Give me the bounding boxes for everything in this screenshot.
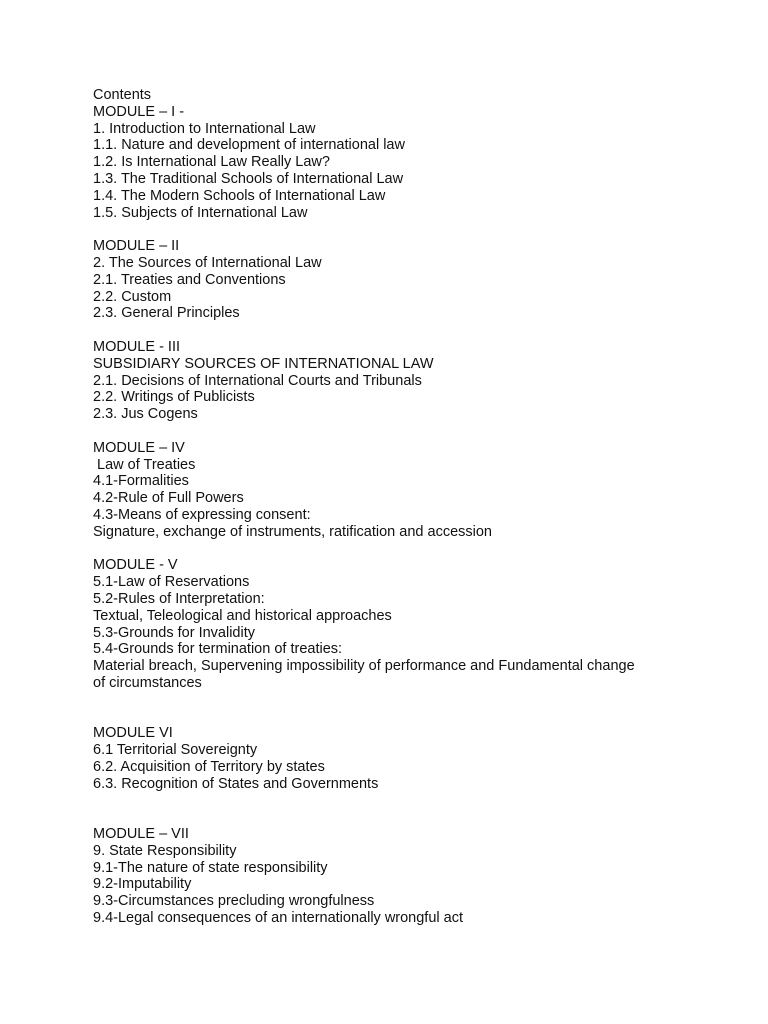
toc-entry: 4.3-Means of expressing consent: [93, 506, 311, 523]
section-spacer [93, 322, 693, 339]
section-spacer [93, 792, 693, 826]
toc-entry: Material breach, Supervening impossibility of performance and Fundamental change [93, 658, 635, 675]
toc-entry: 2.2. Writings of Publicists [93, 389, 255, 406]
toc-entry: 1.2. Is International Law Really Law? [93, 154, 330, 171]
toc-entry: 9.1-The nature of state responsibility [93, 859, 328, 876]
toc-entry: 2.1. Treaties and Conventions [93, 271, 286, 288]
toc-entry: 9.4-Legal consequences of an internationally wrongful act [93, 910, 463, 927]
module-heading: MODULE VI [93, 725, 173, 742]
toc-entry: 5.3-Grounds for Invalidity [93, 624, 255, 641]
toc-entry: 2.1. Decisions of International Courts and Tribunals [93, 372, 422, 389]
toc-entry: 6.2. Acquisition of Territory by states [93, 758, 325, 775]
toc-entry: Signature, exchange of instruments, ratification and accession [93, 523, 492, 540]
section-spacer [93, 541, 693, 558]
toc-entry: 2.2. Custom [93, 288, 172, 305]
section-spacer [93, 423, 693, 440]
module-5-section [93, 557, 693, 691]
toc-entry: 5.1-Law of Reservations [93, 574, 250, 591]
module-6-section [93, 725, 693, 792]
module-2-section [93, 238, 693, 322]
module-heading: MODULE – II [93, 238, 180, 255]
module-7-section [93, 826, 693, 927]
module-1-section [93, 104, 693, 222]
toc-entry: 1.4. The Modern Schools of International Law [93, 187, 386, 204]
toc-entry: 9.2-Imputability [93, 876, 192, 893]
toc-entry: 2. The Sources of International Law [93, 254, 322, 271]
module-4-section [93, 440, 693, 541]
toc-entry: 2.3. Jus Cogens [93, 406, 198, 423]
section-spacer [93, 692, 693, 726]
toc-entry: 6.1 Territorial Sovereignty [93, 742, 258, 759]
toc-entry: 5.4-Grounds for termination of treaties: [93, 641, 343, 658]
module-heading: MODULE - V [93, 557, 178, 574]
module-3-section [93, 339, 693, 423]
toc-entry: 5.2-Rules of Interpretation: [93, 590, 265, 607]
toc-entry: 1.3. The Traditional Schools of International Law [93, 170, 404, 187]
toc-entry: 2.3. General Principles [93, 305, 240, 322]
toc-entry: 4.2-Rule of Full Powers [93, 490, 244, 507]
toc-entry: 9.3-Circumstances precluding wrongfulness [93, 893, 375, 910]
toc-entry: 9. State Responsibility [93, 842, 237, 859]
module-heading: MODULE – I - [93, 103, 185, 120]
toc-entry: SUBSIDIARY SOURCES OF INTERNATIONAL LAW [93, 355, 434, 372]
toc-entry: Law of Treaties [93, 456, 196, 473]
table-of-contents [93, 87, 693, 927]
toc-entry: of circumstances [93, 674, 202, 691]
module-heading: MODULE - III [93, 338, 181, 355]
section-spacer [93, 221, 693, 238]
toc-entry: 4.1-Formalities [93, 473, 189, 490]
toc-entry: Textual, Teleological and historical approaches [93, 607, 392, 624]
toc-entry: 1.1. Nature and development of international law [93, 137, 405, 154]
toc-entry: 6.3. Recognition of States and Governments [93, 775, 379, 792]
contents-heading: Contents [93, 87, 152, 103]
toc-entry: 1. Introduction to International Law [93, 120, 316, 137]
module-heading: MODULE – VII [93, 826, 189, 843]
module-heading: MODULE – IV [93, 439, 185, 456]
toc-entry: 1.5. Subjects of International Law [93, 204, 308, 221]
